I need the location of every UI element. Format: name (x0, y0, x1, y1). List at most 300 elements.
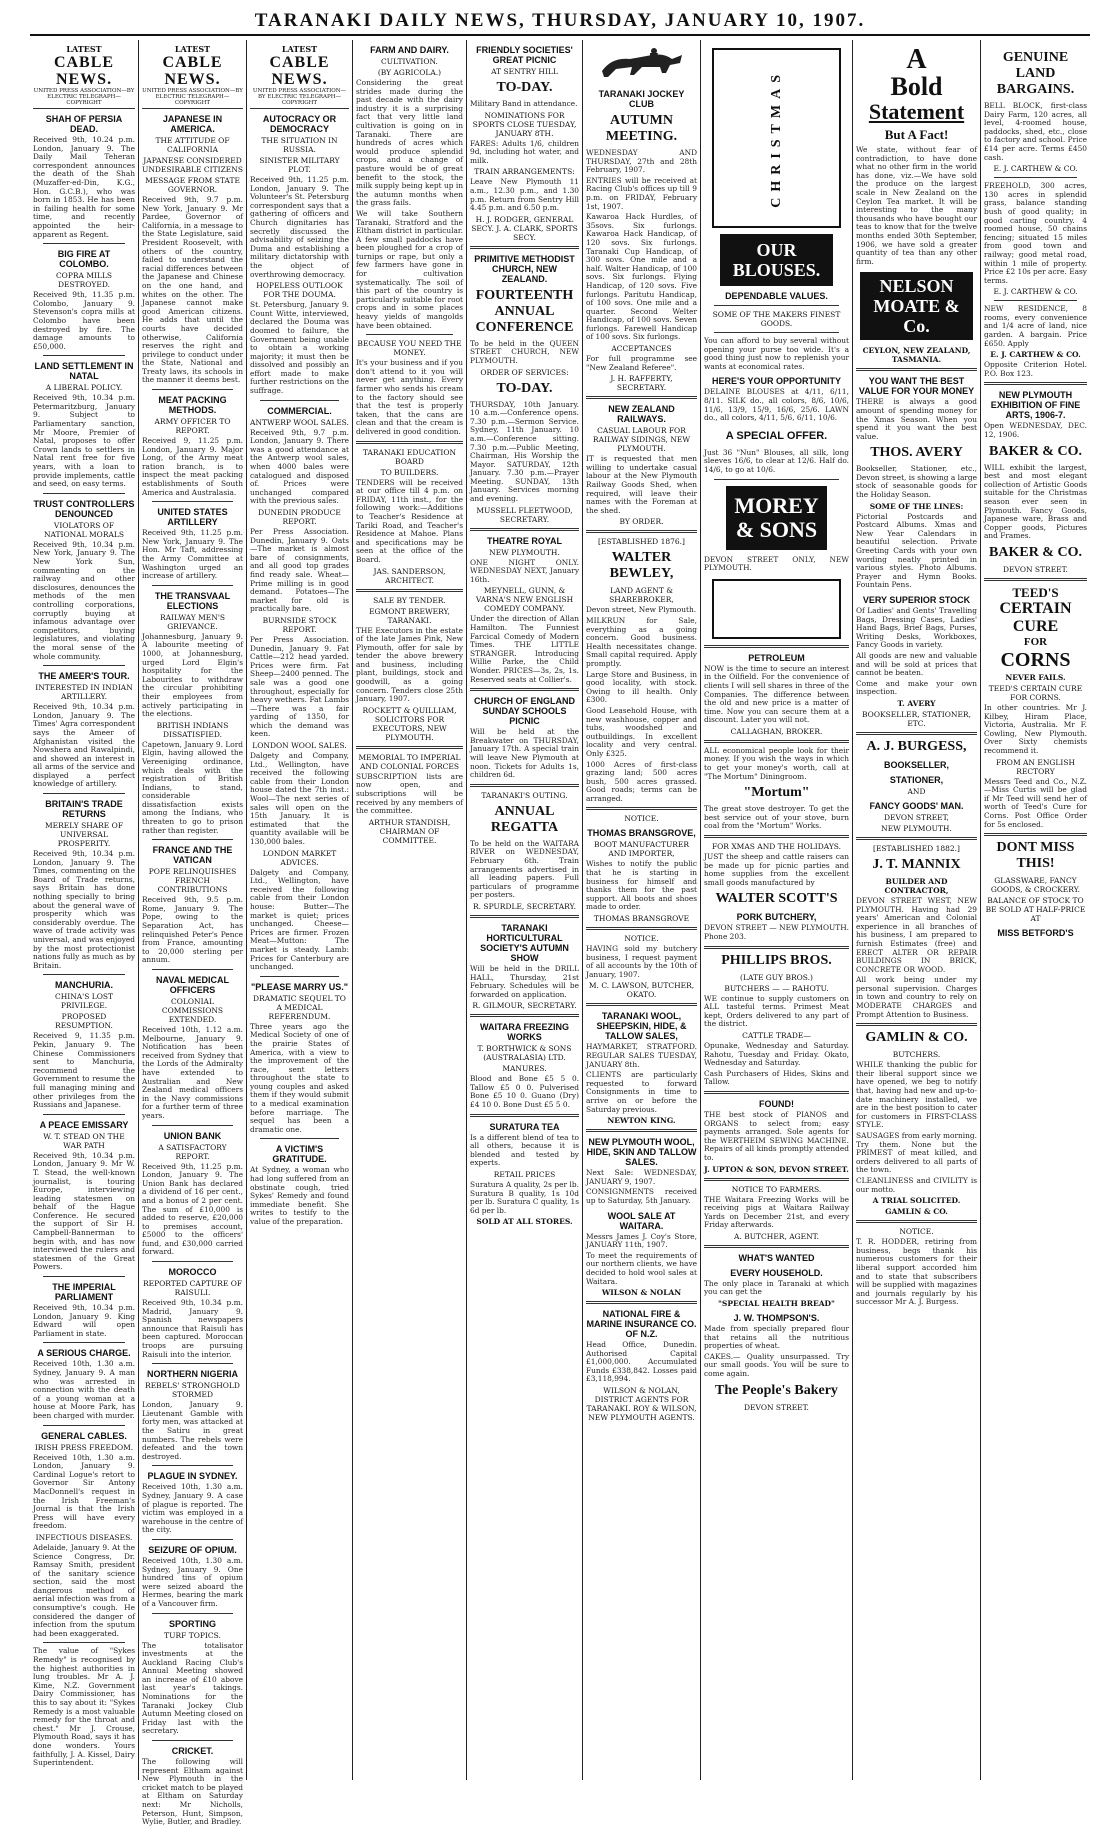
column-cable-news-2 (138, 40, 246, 1827)
subheading: GLASSWARE, FANCY GOODS, & CROCKERY. (990, 876, 1081, 895)
subheading: NOTICE TO FARMERS. (731, 1184, 822, 1194)
headline: BOOKSELLER, (883, 759, 949, 770)
article-text: We will take Southern Taranaki, Stratford and the Eltham district in particular. A few small paddocks have been ploughed for a crop of turnips or rape, but only a few farmers have gone in for cultivation systematically. The soil of this part of the country is particularly suitable for root crops and in some places heavy yields of mangolds have been obtained. (356, 208, 463, 330)
divider (714, 332, 839, 333)
subheading: SOME OF THE LINES: (869, 501, 964, 511)
article-text: MILKRUN for Sale, everything as a going concern. Good business. Health necessitates change. Small capital required. Apply promptly. (586, 616, 697, 668)
teeds-heading: FOR (1023, 635, 1048, 648)
article-text: Made from specially prepared flour that retains all the nutritious properties of wheat. (704, 1324, 849, 1351)
signature: H. J. RODGER, GENERAL SECY. J. A. CLARK, SPORTS SECY. (471, 214, 578, 242)
article-text: In other countries. Mr J. Kilbey, Hiram Place, Victoria, Australia. Mr F. Cowling, New Plymouth. Over Sixty chemists recommend it. (984, 702, 1087, 755)
subheading: MEMORIAL TO IMPERIAL AND COLONIAL FORCES (358, 752, 461, 771)
headline: CHURCH OF ENGLAND SUNDAY SCHOOLS PICNIC (474, 696, 575, 727)
big-heading: J. T. MANNIX (872, 856, 961, 872)
article-text: Pictorial Postcards and Postcard Albums. Xmas and New Year Calendars in beautiful selection. Private Greeting Cards with your own wording neatly printed in various styles. Photo Albums. Prayer and Hymn Books. Fountain Pens. (856, 511, 977, 590)
morey-sons-heading: MOREY & SONS (734, 492, 819, 542)
article-text: Wishes to notify the public that he is starting in business for himself and thanks them for the past support. All boots and shoes made to order. (586, 859, 697, 912)
subheading: ACCEPTANCES (611, 344, 672, 354)
headline: JAPANESE IN AMERICA. (162, 114, 223, 134)
subheading: (LATE GUY BROS.) (740, 972, 813, 982)
article-text: Received 9th, 10.34 p.m. London, January 9. Mr W. T. Stead, the well-known journalist, is touring Europe, interviewing leading statesmen on behalf of the Hague Conference. He secured the support of Sir H. Campbell-Bannerman to begin with, and has now interviewed the rulers and statesmen of the Great Powers. (33, 1150, 135, 1272)
headline: NEW PLYMOUTH EXHIBITION OF FINE ARTS, 1906-7. (990, 390, 1081, 421)
divider (43, 793, 125, 794)
column-blouses-ads (700, 40, 852, 1780)
divider (356, 441, 463, 444)
divider (43, 355, 125, 356)
article-text: Received 10th, 1.30 a.m. London, January 9. Cardinal Logue's retort to Governor Sir Antony MacDonnell's request in the Irish Freeman's Journal is that the Irish Press will have every freedom. (33, 1452, 135, 1531)
byline: UNITED PRESS ASSOCIATION—BY ELECTRIC TELEGRAPH—COPYRIGHT (33, 88, 135, 109)
big-heading: WALTER BEWLEY, (609, 550, 674, 582)
headline: SURATURA TEA (489, 1121, 560, 1132)
signature: R. GILMOUR, SECRETARY. (472, 1001, 577, 1011)
divider (43, 1276, 125, 1277)
headline: NEW ZEALAND RAILWAYS. (608, 404, 675, 425)
divider (260, 1138, 339, 1139)
article-text: Large Store and Business, in good locality, with stock. Owing to ill health. Only £300. (586, 669, 697, 705)
divider (586, 1301, 697, 1304)
headline: SPORTING (168, 1618, 216, 1629)
divider (470, 1014, 579, 1017)
column-farm-dairy (352, 40, 466, 1780)
signature: J. UPTON & SON, DEVON STREET. (704, 1164, 849, 1174)
article-text: DEVON STREET — NEW PLYMOUTH. Phone 203. (704, 923, 849, 941)
article-text: Received 9th, 11.25 p.m. New York, January 9. The Hon. Mr Taft, addressing the Army Committee at Washington urged an increase of artillery. (142, 528, 243, 581)
subheading: INTERESTED IN INDIAN ARTILLERY. (35, 683, 133, 702)
divider (470, 1114, 579, 1117)
divider (43, 1114, 125, 1115)
article-text: Messrs James J. Coy's Store, JANUARY 11th, 1907. (586, 1231, 697, 1250)
column-notices (466, 40, 582, 1780)
subheading: A SATISFACTORY REPORT. (158, 1142, 227, 1161)
subheading: POPE RELINQUISHES FRENCH CONTRIBUTIONS (148, 867, 237, 895)
signature: NEWTON KING. (607, 1116, 676, 1126)
masthead-title: TARANAKI DAILY NEWS, THURSDAY, JANUARY 10, 1907. (254, 10, 866, 31)
subheading: RAILWAY MEN'S GRIEVANCE. (159, 612, 226, 631)
headline: AUTOCRACY OR DEMOCRACY (262, 114, 337, 134)
headline: NAVAL MEDICAL OFFICERS (156, 975, 229, 995)
article-text: Three years ago the Medical Society of one of the prairie States of America, with a view to the improvement of the race, sent letters throughout the state to young couples and asked them if they would submit to a medical examination before marriage. The sequel has been a dramatic one. (250, 1021, 349, 1134)
article-text: T. R. HODDER, retiring from business, begs thank his numerous customers for their liberal support accorded him and to state that subscribers will be supplied with magazines and journals regularly by his successor Mr A. J. Burgess. (856, 1237, 977, 1307)
article-text: Received 9, 11.35 p.m. Pekin, January 9. The Chinese Commissioners sent to Manchuria, recommend the Government to resume the full managing mining and other privileges from the Russians and Japanese. (33, 1031, 135, 1110)
signature: MUSSELL FLEETWOOD, SECRETARY. (476, 505, 573, 524)
divider (994, 300, 1077, 301)
article-text: It's your business and if you don't attend to it you will never get anything. Every farmer who sends his cream to the factory should see that the test is properly taken, that the cans are clean and that the cream is delivered in good condition. (356, 358, 463, 436)
divider (43, 1342, 125, 1343)
article-text: THERE is always a good amount of spending money for the Xmas Season. When you spend it you want the best value. (856, 397, 977, 441)
article-text: CLEANLINESS and CIVILITY is our motto. (856, 1175, 977, 1194)
headline: WOOL SALE AT WAITARA. (607, 1210, 676, 1231)
our-blouses-heading: OUR BLOUSES. (732, 240, 821, 280)
article-text: Blood and Bone £5 5 0. Tallow £5 0 0. Pulverised Bone £5 10 0. Guano (Dry) £4 10 0. Bone Dust £5 5 0. (470, 1074, 579, 1110)
article-text: Per Press Association. Dunedin, January 9. Oats—The market is almost bare of consignments, and all good top grades find ready sale. Wheat—Prime milling is in good demand. Potatoes—The market for old is practically bare. (250, 527, 349, 614)
subheading: NEVER FAILS. (1005, 672, 1066, 682)
divider (586, 807, 697, 810)
signature: CALLAGHAN, BROKER. (730, 726, 823, 736)
big-heading: GAMLIN & CO. (865, 1030, 968, 1046)
divider (43, 974, 125, 975)
article-text: Received 9th, 10.34 p.m. London, January 9. King Edward will open Parliament in state. (33, 1303, 135, 1338)
article-text: The totalisator investments at the Auckland Racing Club's Annual Meeting showed an increase of £10 above last year's takings. Nominations for the Taranaki Jockey Club Autumn Meeting closed on Friday last with the secretary. (142, 1640, 243, 1736)
subheading: BALANCE OF STOCK TO BE SOLD AT HALF-PRICE AT (985, 896, 1086, 924)
big-heading: TO-DAY. (496, 380, 553, 396)
subheading: LONDON MARKET ADVICES. (262, 848, 337, 867)
article-text: TENDERS will be received at our office till 4 p.m. on FRIDAY, 11th inst., for the following work:—Additions to Teacher's Residence at Tariki Road, and Teacher's Residence at Mahoe. Plans and specifications may be seen at the office of the Board. (356, 477, 463, 564)
subheading: JAPANESE CONSIDERED UNDESIRABLE CITIZENS (142, 156, 243, 174)
subheading: IRISH PRESS FREEDOM. (34, 1442, 134, 1452)
article-text: THE best stock of PIANOS and ORGANS to select from; easy payments arranged. Sole agents for the WERTHEIM SEWING MACHINE. Repairs of all kinds promptly attended to. (704, 1109, 849, 1162)
divider (470, 915, 579, 918)
subheading: BURNSIDE STOCK REPORT. (262, 615, 337, 634)
article-text: Received 9th, 10.34 p.m. London, January 9. The Times, commenting on the Board of Trade returns, says Britain has done nothing specially to bring about the general wave of prosperity which was considerably overdue. The wave of trade activity was universal, and was enjoyed by the most protectionist nations fully as much as by Britain. (33, 849, 135, 970)
article-text: Will be held in the DRILL HALL, Thursday, 21st February. Schedules will be forwarded on application. (470, 963, 579, 999)
divider (152, 1363, 233, 1364)
column-right-ads (852, 40, 980, 1780)
article-text: Cash Purchasers of Hides, Skins and Tallow. (704, 1068, 849, 1087)
headline: FANCY GOODS' MAN. (869, 800, 964, 811)
article-text: Received 10th, 1.30 a.m. Sydney, January 9. A man who was arrested in connection with the death of a young woman at a house at Moore Park, has been charged with murder. (33, 1359, 135, 1420)
empty-ad-frame (712, 579, 841, 639)
article-text: NEW RESIDENCE, 8 rooms, every convenience and 1/4 acre of land, nice garden. A bargain. Price £650. Apply (984, 304, 1087, 348)
divider (984, 578, 1087, 581)
divider (714, 479, 839, 480)
signature: E. J. CARTHEW & CO. (993, 287, 1078, 297)
article-text: Received 9th, 9.7 p.m. New York, January 9. Mr Pardee, Governor of California, in a message to the State Legislature, said President Roosevelt, with others of the country, failed to understand the racial differences between the Japanese and Chinese on the one hand, and whites on the other. The Japanese cannot make good American citizens. He adds that until the courts have decided otherwise, California reserves the right and privilege to conduct under the State, National and Treaty laws, its schools in the manner it deems best. (142, 195, 243, 385)
subheading: NEW PLYMOUTH. (881, 823, 952, 833)
signature: ARTHUR STANDISH, CHAIRMAN OF COMMITTEE. (368, 817, 451, 845)
article-text: Just 36 "Nun" Blouses, all silk, long sleeves 16/6, to clear at 12/6. Half do. 14/6, to go at 10/6. (704, 447, 849, 474)
article-text: Received 9th, 9.7 p.m. London, January 9. There was a good attendance at the Antwerp wool sales, when 4000 bales were catalogued and disposed of. Prices were unchanged compared with the previous sales. (250, 427, 349, 506)
article-text: To be held in the QUEEN STREET CHURCH, NEW PLYMOUTH. (470, 338, 579, 365)
column-cable-news-1 (30, 40, 138, 1780)
headline: SEIZURE OF OPIUM. (148, 1544, 237, 1555)
divider (704, 1091, 849, 1094)
article-text: Received 10th, 1.30 a.m. Sydney, January 9. A case of plague is reported. The victim was employed in a warehouse in the centre of the city. (142, 1482, 243, 1535)
subheading: SINISTER MILITARY PLOT. (259, 156, 340, 174)
subheading: BUILDER AND CONTRACTOR, (884, 876, 949, 895)
teeds-heading: TEED'S (1012, 584, 1059, 600)
nelson-moate-banner (860, 272, 973, 340)
divider (586, 927, 697, 930)
signature: ROCKETT & QUILLIAM, SOLICITORS FOR EXECUTORS, NEW PLYMOUTH. (362, 705, 457, 742)
article-text: DEVON STREET ONLY, NEW PLYMOUTH. (704, 554, 849, 573)
subheading: MEYNELL, GUNN, & VARNA'S NEW ENGLISH COMEDY COMPANY. (475, 586, 574, 614)
morey-sons-banner (726, 486, 827, 550)
article-text: Under the direction of Allan Hamilton. The Funniest Farcical Comedy of Modern Times. THE LITTLE STRANGER. Introducing Willie Parke, the Child Wonder. PRICES—3s, 2s, 1s. Reserved seats at Collier's. (470, 614, 579, 684)
big-heading: ANNUAL REGATTA (490, 803, 559, 835)
article-text: Received 9th, 10.24 p.m. London, January 9. The Daily Mail Teheran correspondent announces the death of the Shah (Muzaffer-ed-Din, K.G., Hon. G.C.B.), who was born in 1853. He has been in failing health for some time, and recently appointed the heir-apparent as Regent. (33, 135, 135, 239)
subheading: BRITISH INDIANS DISSATISFIED. (156, 720, 229, 739)
big-heading: BAKER & CO. (989, 544, 1082, 560)
article-text: Is a different blend of tea to all others, because it is blended and tested by experts. (470, 1132, 579, 1168)
section-title: CABLE NEWS. (53, 54, 115, 88)
headline: MOROCCO (168, 1267, 217, 1278)
big-heading: GENUINE LAND BARGAINS. (996, 50, 1075, 97)
subheading: DEVON STREET. (1003, 564, 1068, 574)
headline: WHAT'S WANTED (738, 1252, 815, 1263)
subheading: NOMINATIONS FOR SPORTS CLOSE TUESDAY, JANUARY 8TH. (472, 110, 577, 138)
article-text: Come and make your own inspection. (856, 678, 977, 697)
headline: PORK BUTCHERY, (736, 912, 817, 923)
headline: TRUST CONTROLLERS DENOUNCED (33, 498, 135, 519)
article-text: Next Sale: WEDNESDAY, JANUARY 9, 1907. (586, 1168, 697, 1186)
article-text: SUBSCRIPTION lists are now open, and subscriptions will be received by any members of the committee. (356, 771, 463, 816)
divider (984, 382, 1087, 385)
headline: A PEACE EMISSARY (39, 1119, 129, 1130)
article-text: ALL economical people look for their money. If you wish the ways in which to get your money's worth, call at "The Mortum" Diningroom. (704, 745, 849, 781)
subheading: THE SITUATION IN RUSSIA. (261, 136, 338, 154)
signature: JAS. SANDERSON, ARCHITECT. (373, 566, 446, 585)
subheading: CULTIVATION. (381, 57, 438, 66)
article-text: We state, without fear of contradiction, to have done what no other firm in the world has done, viz.—We have sold the produce on the largest scale in New Zealand on the Ceylon Tea market. It will be interesting to the many thousands who have bought our teas to know that for the twelve months ended 30th September, 1906, we have sold a greater quantity of tea than any other firm. (856, 145, 977, 266)
subheading: TRAIN ARRANGEMENTS: (474, 167, 575, 177)
big-heading: WALTER SCOTT'S (715, 891, 838, 907)
horse-rider-icon (592, 43, 692, 81)
teeds-heading: CERTAIN (999, 599, 1072, 617)
article-text: Received 9, 11.25 p.m. London, January 9. Major Long, of the Army meat ration branch, is to inspect the meat packing establishments of South America and Australasia. (142, 436, 243, 497)
bold-statement-bold: Bold (890, 72, 943, 101)
divider (856, 368, 977, 371)
article-text: DELAINE BLOUSES at 4/11, 6/11, 8/11. SILK do., all colors, 8/6, 10/6, 11/6, 13/9, 15/9, 16/6, 25/6. LAWN do., all colors, 4/11, 5/6, 6/11, 10/6. (704, 387, 849, 423)
article-text: WHILE thanking the public for their liberal support since we have opened, we beg to notify that, having had new and up-to-date machinery installed, we are in the best position to cater for customers in FIRST-CLASS STYLE. (856, 1060, 977, 1130)
divider (43, 243, 125, 244)
section-title: CABLE NEWS. (269, 54, 330, 88)
section-title: CABLE NEWS. (162, 54, 223, 88)
subheading: EGMONT BREWERY, TARANAKI. (369, 606, 450, 625)
headline: MANCHURIA. (55, 980, 113, 991)
divider (586, 530, 697, 533)
divider (704, 946, 849, 949)
headline: WAITARA FREEZING WORKS (480, 1022, 569, 1043)
article-text: Suratura A quality, 2s per lb. Suratura B quality, 1s 10d per lb. Suratura C quality, 1s 6d per lb. (470, 1180, 579, 1215)
divider (152, 1740, 233, 1741)
big-heading: DONT MISS THIS! (996, 840, 1075, 872)
article-text: The value of "Sykes Remedy" is recognised by the highest authorities in lung troubles. Mr A. J. Kime, N.Z. Government Dairy Commissioner, has this to say about it: "Sykes Remedy is a most valuable remedy for the throat and chest." Mr J. Crouse, Plymouth Road, says it has done wonders. Yours faithfully, J. A. Kissel, Dairy Superintendent. (33, 1646, 135, 1768)
article-text: FREEHOLD, 300 acres, 130 acres in splendid grass, balance standing bush of good quality; in good carting country. 4 roomed house, 50 chains fencing; situated 15 miles from good town and railway; good metal road, within 1 mile of property. Price £2 10s per acre. Easy terms. (984, 181, 1087, 285)
subheading: NEW PLYMOUTH. (489, 547, 560, 557)
article-text: Bookseller, Stationer, etc., Devon street, is showing a large stock of seasonable goods for the Holiday Season. (856, 464, 977, 500)
headline: CRICKET. (171, 1746, 214, 1757)
our-blouses-banner (720, 234, 833, 286)
article-text: THURSDAY, 10th January. 10 a.m.—Conference opens. 7.30 p.m.—Sermon Service. Sydney, 11th January. 10 a.m.—Conference sitting. 7.30 p.m.—Public Meeting, Chairman, His Worship the Mayor. SATURDAY, 12th January. 7.30 p.m.—Prayer Meeting. SUNDAY, 13th January. Services morning and evening. (470, 399, 579, 504)
article-text: Received 10th, 1.12 a.m. Melbourne, January 9. Notification has been received from Sydney that the Lords of the Admiralty have extended to Australian and New Zealand medical officers in the Navy commissions for a further term of three years. (142, 1025, 243, 1120)
subheading: SALE BY TENDER. (373, 595, 446, 605)
article-text: WEDNESDAY AND THURSDAY, 27th and 28th February, 1907. (586, 148, 697, 175)
divider (470, 246, 579, 249)
divider (152, 839, 233, 840)
subheading: LONDON WOOL SALES. (252, 741, 347, 751)
bold-statement-a: A (906, 44, 927, 75)
article-text: Opposite Criterion Hotel. P.O. Box 123. (984, 360, 1087, 378)
subheading: AND (907, 786, 926, 796)
subheading: BUTCHERS. (892, 1050, 941, 1060)
big-heading: PHILLIPS BROS. (721, 952, 832, 968)
article-text: The great stove destroyer. To get the best service out of your stove, burn coal from the "Mortum" Works. (704, 804, 849, 831)
divider (704, 835, 849, 838)
subheading: THE ATTITUDE OF CALIFORNIA (155, 136, 230, 154)
article-text: Of Ladies' and Gents' Travelling Bags, Dressing Cases, Ladies' Hand Bags, Brief Bags, Purses, Writing Desks, Workboxes, Fancy Goods in variety. (856, 606, 977, 650)
divider (984, 833, 1087, 836)
article-text: WE continue to supply customers on ALL tasteful terms. Primest Meat kept, Orders delivered to any part of the district. (704, 993, 849, 1029)
signature: A. BUTCHER, AGENT. (734, 1231, 819, 1241)
article-text: Kawaroa Hack Hurdles, of 35sovs. Six furlongs. Kawaroa Hack Handicap, of 120 sovs. Six furlongs. Taranaki Cup Handicap, of 300 sovs. One mile and a half. Walter Handicap, of 100 sovs. Six furlongs. Flying Handicap, of 120 sovs. Five furlongs. Paritutu Handicap, of 100 sovs. One mile and a quarter. Second Welter Handicap, of 100 sovs. Seven furlongs. Farewell Handicap of 100 sovs. Six furlongs. (586, 212, 697, 342)
signature: E. J. CARTHEW & CO. (993, 164, 1078, 174)
subheading: FROM AN ENGLISH RECTORY (995, 757, 1076, 776)
headline: A SPECIAL OFFER. (725, 429, 828, 442)
byline: UNITED PRESS ASSOCIATION—BY ELECTRIC TELEGRAPH—COPYRIGHT (142, 88, 243, 109)
subheading: W. T. STEAD ON THE WAR PATH (43, 1131, 125, 1150)
subheading: ANTWERP WOOL SALES. (250, 417, 349, 427)
divider (704, 1178, 849, 1181)
divider (260, 400, 339, 401)
subheading: SOME OF THE MAKERS FINEST GOODS. (712, 310, 841, 328)
headline: THOMAS BRANSGROVE, (587, 828, 696, 839)
subheading: HOPELESS OUTLOOK FOR THE DOUMA. (256, 281, 343, 300)
big-heading: AUTUMN MEETING. (605, 113, 678, 144)
article-text: Opunake, Wednesday and Saturday. Rahotu, Tuesday and Friday. Okato, Wednesday and Saturday. (704, 1040, 849, 1068)
article-text: HAYMARKET, STRATFORD. REGULAR SALES TUESDAY, JANUARY 8th. (586, 1042, 697, 1069)
headline: THE IMPERIAL PARLIAMENT (52, 1282, 116, 1303)
headline: GENERAL CABLES. (41, 1430, 127, 1441)
headline: "PLEASE MARRY US." (250, 981, 349, 992)
subheading: FOR XMAS AND THE HOLIDAYS. (711, 842, 842, 852)
divider (586, 1129, 697, 1132)
headline: BIG FIRE AT COLOMBO. (57, 249, 111, 270)
signature: THOMAS BRANSGROVE (593, 914, 690, 924)
subheading: AT SENTRY HILL (491, 67, 558, 76)
divider (470, 528, 579, 531)
article-text: Received 10th, 1.30 a.m. Sydney, January 9. One hundred tins of opium were seized aboard the Hermes, bearing the mark of a Vancouver firm. (142, 1555, 243, 1608)
article-text: London, January 9. Lieutenant Gamble with forty men, was attacked at the Satiru in great numbers. The rebels were defeated and the town destroyed. (142, 1400, 243, 1461)
big-heading: TO-DAY. (496, 80, 553, 95)
column-land-bargains (980, 40, 1090, 1780)
article-text: Received 9th, 10.34 p.m. New York, January 9. The New York Sun, commenting on the railway and other disclosures, denounces the methods of the men controlling corporations, corruptly buying at infamous advantage over competitors, buying legislatures, and violating the moral sense of the whole community. (33, 539, 135, 661)
article-text: 1000 Acres of first-class grazing land; 500 acres bush, 500 acres grassed. Good roads; terms can be arranged. (586, 759, 697, 803)
subheading: MANURES. (502, 1064, 547, 1074)
signature: WILSON & NOLAN (601, 1288, 682, 1298)
subheading: BOOT MANUFACTURER AND IMPORTER, (593, 840, 690, 859)
subheading: "SPECIAL HEALTH BREAD" (718, 1299, 835, 1309)
subheading: TARANAKI EDUCATION BOARD (362, 447, 457, 466)
divider (152, 969, 233, 970)
subheading: DEVON STREET. (744, 1402, 809, 1412)
signature: WILSON & NOLAN, DISTRICT AGENTS FOR TARANAKI. ROY & WILSON, NEW PLYMOUTH AGENTS. (586, 1386, 697, 1423)
article-text: At Sydney, a woman who had long suffered from an obstinate cough, tried Sykes' Remedy and found immediate benefit. She writes to testify to the value of the preparation. (250, 1165, 349, 1226)
subheading: COPRA MILLS DESTROYED. (55, 271, 113, 290)
divider (470, 784, 579, 787)
article-text: Per Press Association. Dunedin, January 9. Fat Cattle—212 head yarded. Prices were firm. Fat Sheep—2400 penned. The sale was a good one throughout, especially for heavy wethers. Fat Lambs—There was a fair yarding of 1350, for which the demand was keen. (250, 634, 349, 739)
subheading: BECAUSE YOU NEED THE MONEY. (357, 339, 462, 358)
signature: J. H. RAFFERTY, SECRETARY. (610, 374, 673, 393)
subheading: VIOLATORS OF NATIONAL MORALS (43, 520, 125, 539)
article-text: Considering the great strides made during the past decade with the dairy industry it is a surprising fact that very little land cultivation is going on in Taranaki. There are hundreds of acres which would produce splendid crops, and a change of pasture would be of great benefit to the stock, the milk supply being kept up in the autumn months when the grass fails. (356, 78, 463, 208)
latest-label: LATEST (281, 44, 318, 54)
divider (356, 589, 463, 592)
article-text: The following will represent Eltham against New Plymouth in the cricket match to be played at Eltham on Saturday next: Mr Nicholls, Peterson, Hunt, Simpson, Wylie, Butler, and Bradley. (142, 1757, 243, 1827)
subheading: TURF TOPICS. (164, 1630, 221, 1640)
headline: STATIONER, (889, 774, 944, 785)
article-text: Military Band in attendance. (470, 99, 578, 108)
teeds-heading: CURE (1012, 617, 1059, 635)
article-text: THE Executors in the estate of the late James Pink, New Plymouth, offer for sale by tender the above brewery and business, including plant, buildings, stock and goodwill, as a going concern. Tenders close 25th January, 1907. (356, 625, 463, 704)
headline: THE AMEER'S TOUR. (38, 671, 130, 682)
headline: PRIMITIVE METHODIST CHURCH, NEW ZEALAND. (474, 253, 575, 284)
headline: THEATRE ROYAL (486, 535, 562, 546)
article-text: Capetown, January 9. Lord Elgin, having allowed the Vereeniging ordinance, which deals with the registration of British Indians, to stand, considerable dissatisfaction exists among the Indians, who threaten to go to prison rather than register. (142, 739, 243, 835)
subheading: PROPOSED RESUMPTION. (55, 1012, 113, 1031)
divider (43, 493, 125, 494)
subheading: TO BUILDERS. (380, 467, 439, 477)
subheading: CHINA'S LOST PRIVILEGE. (54, 992, 114, 1011)
christmas-ad-text: CHRISTMAS (768, 68, 784, 208)
headline: COMMERCIAL. (267, 405, 332, 416)
headline: PLAGUE IN SYDNEY. (147, 1471, 238, 1482)
article-text: You can afford to buy several without opening your purse too wide. It's a good thing just now to replenish your wants at economical rates. (704, 336, 849, 371)
divider (470, 688, 579, 691)
big-heading: The People's Bakery (715, 1382, 838, 1398)
headline: HERE'S YOUR OPPORTUNITY (712, 376, 841, 387)
divider (704, 645, 849, 648)
article-text: Received 9th, 11.35 p.m. Colombo, January 9. Stevenson's copra mills at Colombo have been destroyed by fire. The damage amounts to £50,000. (33, 290, 135, 351)
headline: FRIENDLY SOCIETIES' GREAT PICNIC (476, 45, 573, 65)
headline: FOUND! (759, 1098, 794, 1109)
headline: TARANAKI JOCKEY CLUB (598, 89, 685, 109)
headline: A SERIOUS CHARGE. (37, 1348, 131, 1359)
subheading: DEVON STREET, (884, 812, 949, 822)
divider (152, 585, 233, 586)
subheading: COLONIAL COMMISSIONS EXTENDED. (161, 997, 224, 1024)
headline: MEAT PACKING METHODS. (158, 395, 227, 416)
headline: VERY SUPERIOR STOCK (862, 595, 971, 605)
divider (704, 740, 849, 743)
article-text: Leave New Plymouth 11 a.m., 12.30 p.m., and 1.30 p.m. Return from Sentry Hill 4.45 p.m. and 6.50 p.m. (470, 177, 579, 213)
subheading: INFECTIOUS DISEASES. (35, 1532, 133, 1542)
divider (152, 389, 233, 390)
headline: TARANAKI WOOL, SHEEPSKIN, HIDE, & TALLOW SALES, (596, 1011, 687, 1042)
big-heading: BAKER & CO. (989, 443, 1082, 459)
headline: PETROLEUM (748, 652, 805, 663)
headline: NEW PLYMOUTH WOOL, HIDE, SKIN AND TALLOW SALES. (586, 1137, 697, 1168)
subheading: REBELS' STRONGHOLD STORMED (145, 1381, 240, 1400)
article-text: Messrs Teed and Co., N.Z.—Miss Curtis will be glad if Mr Teed will send her of worth of Teed's Cure for Corns. Post Office Order for 5s enclosed. (984, 776, 1087, 829)
subheading: LAND AGENT & SHAREBROKER, (609, 586, 674, 605)
headline: YOU WANT THE BEST VALUE FOR YOUR MONEY (858, 376, 975, 397)
article-text: Dalgety and Company, Ltd., Wellington, have received the following cable from their London house: Butter—The market is quiet; prices unchanged. Cheese—Prices are firmer. Frozen Meat—Mutton: The market is steady. Lamb: Prices for Canterbury are unchanged. (250, 867, 349, 972)
subheading: REPORTED CAPTURE OF RAISULI. (142, 1279, 243, 1298)
article-text: Received 9th, 9.5 p.m. Rome, January 9. The Pope, owing to the Separation Act, has relinquished Peter's Pence from France, amounting to 20,000 sterling per annum. (142, 895, 243, 965)
subheading: TEED'S CERTAIN CURE FOR CORNS. (988, 683, 1083, 702)
divider (152, 1125, 233, 1126)
headline: NORTHERN NIGERIA (146, 1369, 238, 1380)
signature: E. J. CARTHEW & CO. (990, 350, 1081, 360)
headline: FRANCE AND THE VATICAN (152, 845, 233, 866)
subheading: CASUAL LABOUR FOR RAILWAY SIDINGS, NEW PLYMOUTH. (592, 426, 691, 454)
article-text: Will be held at the Breakwater on THURSDAY, January 17th. A special train will leave New Plymouth at noon. Tickets for Adults 1s, children 6d. (470, 727, 579, 780)
latest-label: LATEST (66, 44, 102, 54)
article-text: CLIENTS are particularly requested to forward Consignments in time to arrive on or before the Saturday previous. (586, 1070, 697, 1114)
article-text: Received 9th, 11.25 p.m. London, January 9. The Union Bank has declared a dividend of 16 per cent., and a bonus of 2 per cent. The sum of £10,000 is added to reserve, £20,000 to premises account, £5000 to the officers' fund, and £30,000 carried forward. (142, 1161, 243, 1257)
subheading: MESSAGE FROM STATE GOVERNOR. (145, 176, 240, 194)
subheading: [ESTABLISHED 1876.] (598, 537, 685, 547)
article-text: Head Office, Dunedin. Authorised Capital £1,000,000. Accumulated Funds £338,842. Losses paid £3,118,994. (586, 1340, 697, 1384)
divider (152, 1261, 233, 1262)
bold-statement-statement: Statement (868, 99, 965, 124)
headline: DEPENDABLE VALUES. (725, 291, 828, 301)
big-heading: "Mortum" (743, 785, 810, 801)
divider (856, 837, 977, 840)
divider (356, 746, 463, 749)
divider (586, 396, 697, 399)
column-classifieds (582, 40, 700, 1780)
